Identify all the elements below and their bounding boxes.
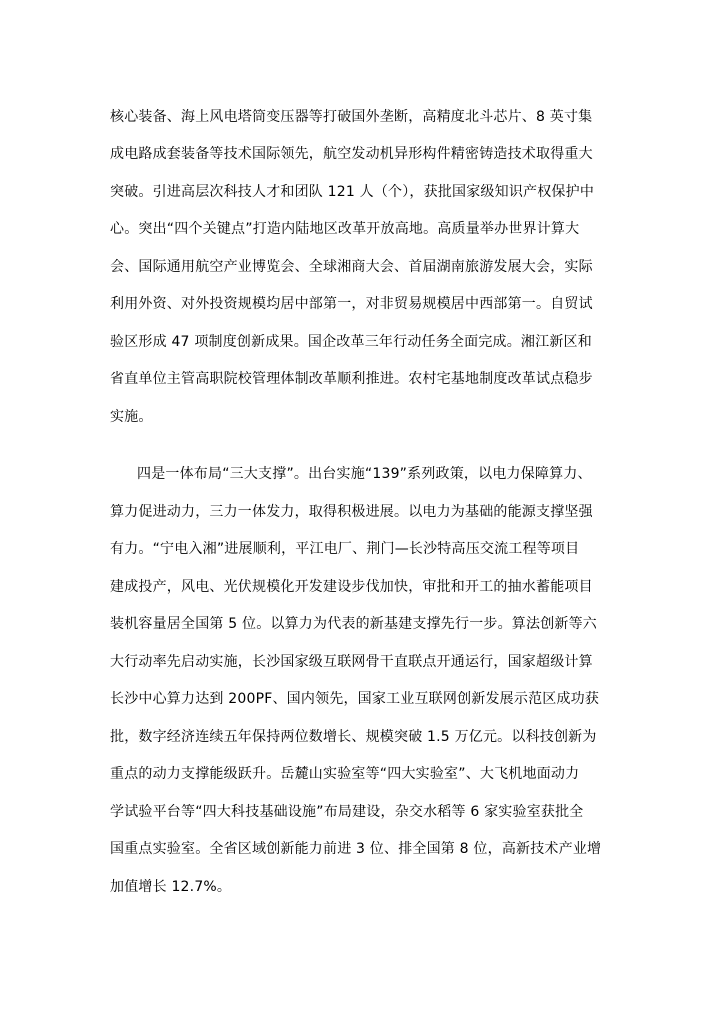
paragraph-1-line: 会、国际通用航空产业博览会、全球湘商大会、首届湖南旅游发展大会，实际 <box>110 259 593 275</box>
paragraph-2-line: 算力促进动力，三力一体发力，取得积极进展。以电力为基础的能源支撑坚强 <box>110 504 593 520</box>
paragraph-1-line: 突破。引进高层次科技人才和团队 121 人（个），获批国家级知识产权保护中 <box>110 184 595 200</box>
paragraph-2-line: 国重点实验室。全省区域创新能力前进 3 位、排全国第 8 位，高新技术产业增 <box>110 841 602 857</box>
paragraph-2-line: 长沙中心算力达到 200PF、国内领先，国家工业互联网创新发展示范区成功获 <box>110 691 600 707</box>
paragraph-1-line: 省直单位主管高职院校管理体制改革顺利推进。农村宅基地制度改革试点稳步 <box>110 371 593 387</box>
paragraph-1-line: 实施。 <box>110 409 153 425</box>
paragraph-2-line: 有力。“宁电入湘”进展顺利，平江电厂、荆门—长沙特高压交流工程等项目 <box>110 541 580 557</box>
paragraph-1-line: 心。突出“四个关键点”打造内陆地区改革开放高地。高质量举办世界计算大 <box>110 221 580 237</box>
paragraph-1-line: 利用外资、对外投资规模均居中部第一，对非贸易规模居中西部第一。自贸试 <box>110 296 593 312</box>
paragraph-2-line: 建成投产，风电、光伏规模化开发建设步伐加快，审批和开工的抽水蓄能项目 <box>110 579 593 595</box>
paragraph-2-line: 大行动率先启动实施，长沙国家级互联网骨干直联点开通运行，国家超级计算 <box>110 654 593 670</box>
paragraph-2-line: 批，数字经济连续五年保持两位数增长、规模突破 1.5 万亿元。以科技创新为 <box>110 729 597 745</box>
paragraph-2-line: 学试验平台等“四大科技基础设施”布局建设，杂交水稻等 6 家实验室获批全 <box>110 804 584 820</box>
paragraph-2-line: 重点的动力支撑能级跃升。岳麓山实验室等“四大实验室”、大飞机地面动力 <box>110 766 580 782</box>
paragraph-1-line: 验区形成 47 项制度创新成果。国企改革三年行动任务全面完成。湘江新区和 <box>110 334 592 350</box>
paragraph-1-line: 成电路成套装备等技术国际领先，航空发动机异形构件精密铸造技术取得重大 <box>110 146 593 162</box>
paragraph-2-line: 四是一体布局“三大支撑”。出台实施“139”系列政策，以电力保障算力、 <box>137 466 592 482</box>
paragraph-2-line: 加值增长 12.7%。 <box>110 879 232 895</box>
paragraph-1-line: 核心装备、海上风电塔筒变压器等打破国外垄断，高精度北斗芯片、8 英寸集 <box>110 109 593 125</box>
paragraph-2-line: 装机容量居全国第 5 位。以算力为代表的新基建支撑先行一步。算法创新等六 <box>110 616 598 632</box>
